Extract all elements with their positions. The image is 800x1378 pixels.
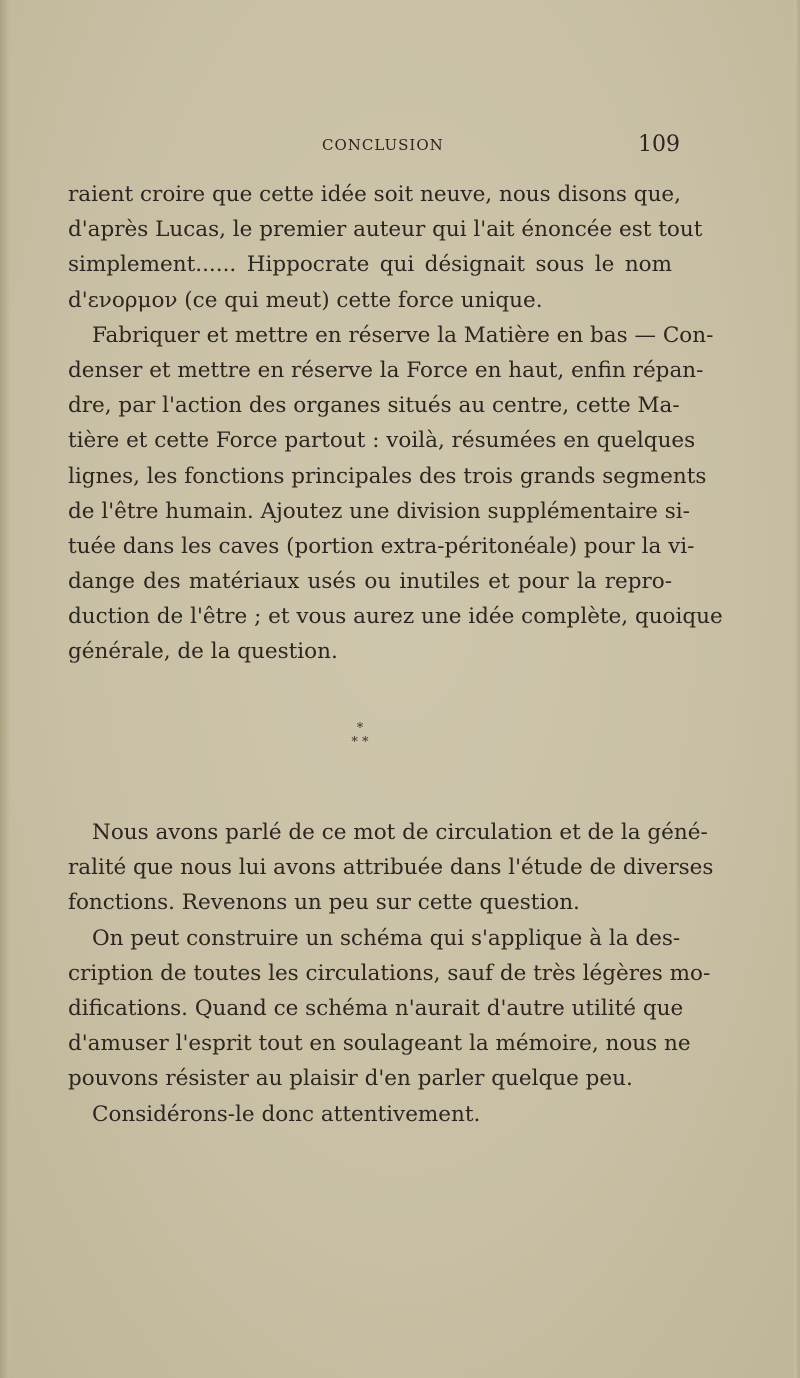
paragraph-block-1 bbox=[68, 177, 723, 670]
text-line: Considérons-le donc attentivement. bbox=[92, 1101, 481, 1127]
asterism-separator bbox=[340, 722, 380, 750]
text-line: difications. Quand ce schéma n'aurait d'autre utilité que bbox=[68, 995, 684, 1021]
text-line: On peut construire un schéma qui s'applique à la des- bbox=[92, 925, 681, 951]
text-line: simplement...... Hippocrate qui désignait sous le nom bbox=[68, 252, 672, 278]
text-line: duction de l'être ; et vous aurez une idée complète, quoique bbox=[68, 604, 723, 630]
page-header bbox=[68, 132, 680, 162]
asterism-bottom-stars: * * bbox=[351, 735, 369, 750]
text-line: tière et cette Force partout : voilà, résumées en quelques bbox=[68, 428, 696, 454]
text-line: Nous avons parlé de ce mot de circulation et de la géné- bbox=[92, 820, 708, 845]
text-line: tuée dans les caves (portion extra-péritonéale) pour la vi- bbox=[68, 533, 695, 559]
text-line: Fabriquer et mettre en réserve la Matière en bas — Con- bbox=[92, 322, 714, 348]
text-line: dre, par l'action des organes situés au centre, cette Ma- bbox=[68, 393, 680, 419]
running-title: CONCLUSION bbox=[322, 136, 444, 154]
asterism-top-star: * bbox=[356, 721, 364, 736]
page-edge-shadow bbox=[794, 0, 800, 1378]
text-line: raient croire que cette idée soit neuve, nous disons que, bbox=[68, 182, 681, 207]
text-line: d'ενορμον (ce qui meut) cette force unique. bbox=[68, 287, 543, 313]
text-line: de l'être humain. Ajoutez une division supplémentaire si- bbox=[68, 498, 690, 524]
text-line: lignes, les fonctions principales des trois grands segments bbox=[68, 463, 707, 489]
page-number: 109 bbox=[638, 132, 680, 157]
text-line: d'après Lucas, le premier auteur qui l'ait énoncée est tout bbox=[68, 217, 703, 243]
text-line: dange des matériaux usés ou inutiles et pour la repro- bbox=[68, 569, 672, 595]
text-line: ralité que nous lui avons attribuée dans l'étude de diverses bbox=[68, 855, 714, 881]
paragraph-block-2 bbox=[68, 815, 714, 1132]
text-line: cription de toutes les circulations, sauf de très légères mo- bbox=[68, 960, 711, 986]
text-line: denser et mettre en réserve la Force en haut, enfin répan- bbox=[68, 357, 704, 383]
text-line: pouvons résister au plaisir d'en parler quelque peu. bbox=[68, 1066, 633, 1092]
text-line: générale, de la question. bbox=[68, 639, 338, 665]
page-gutter-shadow bbox=[0, 0, 10, 1378]
text-line: d'amuser l'esprit tout en soulageant la mémoire, nous ne bbox=[68, 1031, 691, 1057]
text-line: fonctions. Revenons un peu sur cette question. bbox=[68, 890, 580, 916]
